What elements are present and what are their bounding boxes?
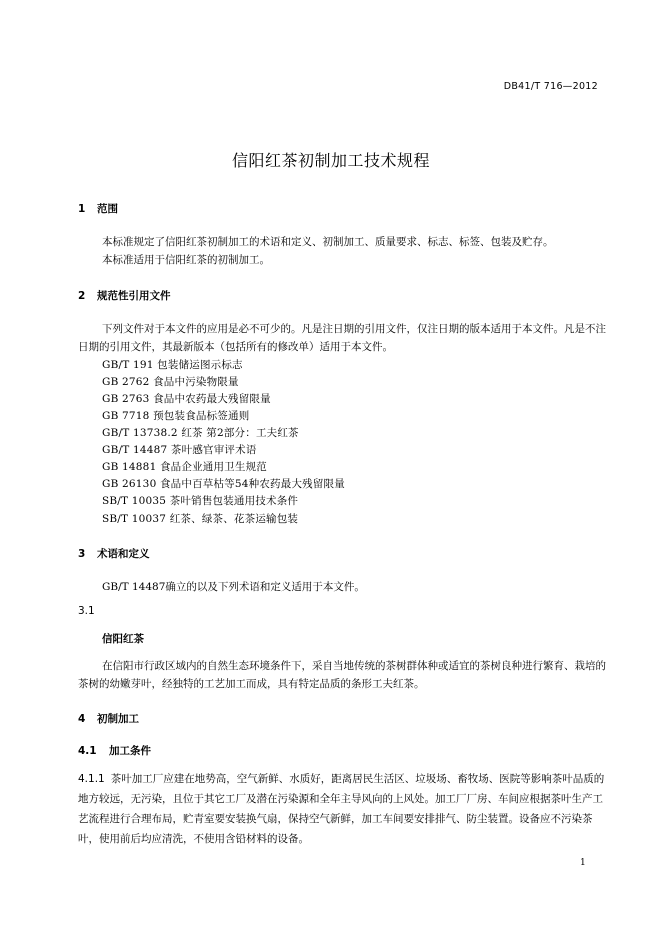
reference-item: GB 2763 食品中农药最大残留限量	[102, 393, 271, 405]
section-number: 2	[78, 290, 86, 302]
reference-item: GB/T 191 包装储运图示标志	[102, 359, 243, 371]
clause-text: 茶叶加工厂应建在地势高，空气新鲜、水质好，距离居民生活区、垃圾场、畜牧场、医院等影响茶叶品质的地方较远，无污染，且位于其它工厂及潜在污染源和全年主导风向的上风处。加工厂厂房、车间应根据茶叶生产工艺流程进行合理布局，贮青室要安装换气扇，保持空气新鲜，加工车间要安排排气、防尘装置。设备应不污染茶叶，使用前后均应清洗，不使用含铅材料的设备。	[78, 773, 605, 845]
reference-item: GB/T 13738.2 红茶 第2部分：工夫红茶	[102, 427, 299, 439]
section-4-heading	[78, 711, 139, 726]
term-definition: 在信阳市行政区域内的自然生态环境条件下，采自当地传统的茶树群体种或适宜的茶树良种进行繁育、栽培的茶树的幼嫩芽叶，经独特的工艺加工而成，具有特定品质的条形工夫红茶。	[78, 660, 606, 690]
reference-item: GB 2762 食品中污染物限量	[102, 376, 239, 388]
section-1-heading	[78, 201, 118, 216]
scope-paragraph-1: 本标准规定了信阳红茶初制加工的术语和定义、初制加工、质量要求、标志、标签、包装及贮存。	[102, 236, 554, 248]
section-2-heading	[78, 288, 171, 303]
subsection-number: 4.1	[78, 745, 97, 757]
term-number: 3.1	[78, 605, 95, 617]
section-number: 4	[78, 713, 86, 725]
reference-item: GB 26130 食品中百草枯等54种农药最大残留限量	[102, 478, 345, 490]
page-number: 1	[580, 858, 586, 868]
subsection-title: 加工条件	[109, 745, 151, 757]
subsection-4-1-heading	[78, 743, 151, 758]
scope-paragraph-2: 本标准适用于信阳红茶的初制加工。	[102, 254, 270, 266]
section-title: 规范性引用文件	[97, 290, 171, 302]
reference-item: SB/T 10035 茶叶销售包装通用技术条件	[102, 495, 299, 507]
clause-number: 4.1.1	[78, 773, 105, 785]
normative-references-intro: 下列文件对于本文件的应用是必不可少的。凡是注日期的引用文件，仅注日期的版本适用于本文件。凡是不注日期的引用文件，其最新版本（包括所有的修改单）适用于本文件。	[78, 323, 606, 353]
section-title: 初制加工	[97, 713, 139, 725]
section-number: 1	[78, 203, 86, 215]
reference-item: GB/T 14487 茶叶感官审评术语	[102, 444, 257, 456]
reference-item: GB 7718 预包装食品标签通则	[102, 410, 250, 422]
document-title: 信阳红茶初制加工技术规程	[231, 151, 430, 170]
reference-item: GB 14881 食品企业通用卫生规范	[102, 461, 267, 473]
section-title: 术语和定义	[97, 548, 150, 560]
reference-item: SB/T 10037 红茶、绿茶、花茶运输包装	[102, 513, 299, 525]
section-number: 3	[78, 548, 86, 560]
standard-code: DB41/T 716—2012	[503, 81, 598, 92]
section-title: 范围	[97, 203, 118, 215]
term-name: 信阳红茶	[102, 633, 144, 645]
section-3-heading	[78, 546, 150, 561]
clause-4-1-1	[78, 769, 606, 849]
terms-intro: GB/T 14487确立的以及下列术语和定义适用于本文件。	[102, 581, 365, 593]
